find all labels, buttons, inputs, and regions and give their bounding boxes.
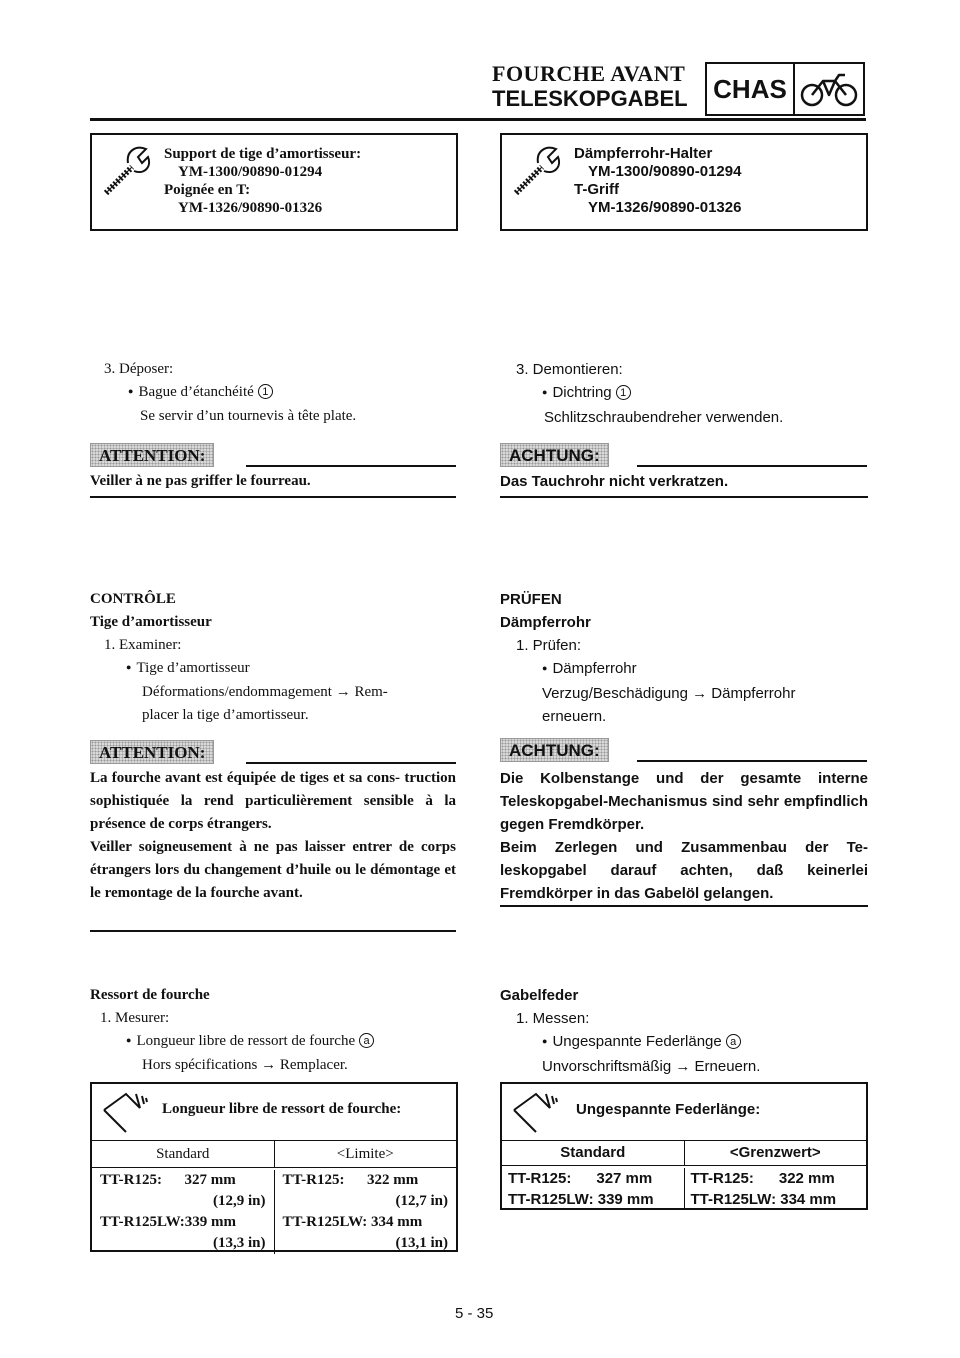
tool-list-german xyxy=(574,145,741,217)
value-line: (13,3 in) xyxy=(213,1235,266,1251)
attention-badge: ATTENTION: xyxy=(90,740,214,764)
step-note: Schlitzschraubendreher verwenden. xyxy=(544,409,784,426)
limit-values xyxy=(684,1168,867,1210)
step-label: 1. Examiner: xyxy=(104,637,182,653)
value-line: TT-R125LW: 339 mm xyxy=(508,1191,654,1208)
page-number: 5 - 35 xyxy=(455,1305,494,1322)
motorcycle-icon xyxy=(795,64,863,114)
value-line: (12,9 in) xyxy=(213,1193,266,1209)
special-tool-icon xyxy=(508,143,564,199)
step-label: 1. Mesurer: xyxy=(100,1010,170,1026)
specification-icon xyxy=(510,1090,560,1136)
attention-text xyxy=(90,767,456,905)
step-label: 1. Messen: xyxy=(516,1010,590,1027)
value-line: TT-R125: 322 mm xyxy=(282,1172,419,1188)
tool-name: Support de tige d’amortisseur: xyxy=(164,146,362,162)
attention-bottom-rule xyxy=(90,930,456,932)
value-line: TT-R125LW:339 mm xyxy=(100,1214,236,1230)
step-note: erneuern. xyxy=(542,708,607,725)
standard-values xyxy=(502,1168,684,1210)
section-heading: PRÜFEN xyxy=(500,591,562,608)
tool-number: YM-1300/90890-01294 xyxy=(178,164,323,180)
value-line: TT-R125: 327 mm xyxy=(100,1172,236,1188)
tool-number: YM-1300/90890-01294 xyxy=(588,163,742,180)
section-heading: CONTRÔLE xyxy=(90,591,176,607)
attention-paragraph: La fourche avant est équipée de tiges et sa cons- truction sophistiquée la rend particulièrement sensible à la présence de corps étrangers. xyxy=(90,770,456,832)
step-note: Déformations/endommagement → Rem- xyxy=(142,684,388,700)
spec-table-header xyxy=(92,1084,456,1141)
bullet-item: ● Bague d’étanchéité 1 xyxy=(104,381,456,405)
column-standard: Standard xyxy=(560,1144,626,1161)
spec-table-french xyxy=(90,1082,458,1252)
attention-rule xyxy=(637,465,867,467)
tool-box-french xyxy=(90,133,458,231)
header-title-french: FOURCHE AVANT xyxy=(492,61,686,86)
tool-box-german xyxy=(500,133,868,231)
spec-title: Longueur libre de ressort de fourche: xyxy=(162,1101,402,1117)
step-note: Unvorschriftsmäßig → Erneuern. xyxy=(542,1058,761,1075)
column-limit: <Grenzwert> xyxy=(684,1141,867,1165)
step3-german xyxy=(516,358,868,429)
section-badge xyxy=(705,62,865,116)
tool-name: T-Griff xyxy=(574,181,619,198)
column-limit: <Limite> xyxy=(274,1141,457,1167)
step-label: 3. Déposer: xyxy=(104,361,174,377)
attention-bottom-rule xyxy=(500,905,868,907)
attention-bottom-rule xyxy=(500,496,868,498)
header-title-german: TELESKOPGABEL xyxy=(492,86,688,111)
spec-title: Ungespannte Federlänge: xyxy=(576,1101,761,1118)
spec-column-headers xyxy=(92,1141,456,1168)
spec-values xyxy=(92,1168,456,1254)
attention-rule xyxy=(246,762,456,764)
step-label: 3. Demontieren: xyxy=(516,361,623,378)
specification-icon xyxy=(100,1090,150,1136)
attention-rule xyxy=(637,760,867,762)
attention-paragraph: Veiller soigneusement à ne pas laisser entrer de corps étrangers lors du changement d’huile ou le démontage et le remontage de la fourche avant. xyxy=(90,839,456,901)
attention-badge: ACHTUNG: xyxy=(500,443,609,467)
tool-name: Poignée en T: xyxy=(164,182,251,198)
value-line: TT-R125LW: 334 mm xyxy=(282,1214,423,1230)
check-section-german xyxy=(500,588,868,728)
special-tool-icon xyxy=(98,143,154,199)
header-rule xyxy=(90,118,866,121)
attention-bottom-rule xyxy=(90,496,456,498)
standard-values xyxy=(92,1170,274,1254)
callout-ref: a xyxy=(359,1033,374,1048)
bullet-item: ● Longueur libre de ressort de fourche a xyxy=(90,1030,456,1054)
tool-number: YM-1326/90890-01326 xyxy=(588,199,742,216)
section-label: CHAS xyxy=(707,64,795,114)
attention-text xyxy=(500,767,868,905)
spring-section-german xyxy=(500,984,868,1078)
attention-text: Veiller à ne pas griffer le fourreau. xyxy=(90,473,311,489)
spec-column-headers xyxy=(502,1141,866,1166)
tool-name: Dämpferrohr-Halter xyxy=(574,145,713,162)
attention-badge: ATTENTION: xyxy=(90,443,214,467)
value-line: (13,1 in) xyxy=(395,1235,448,1251)
spec-table-header xyxy=(502,1084,866,1141)
step-note: Se servir d’un tournevis à tête plate. xyxy=(140,408,357,424)
attention-paragraph: Die Kolbenstange und der gesamte interne Teleskopgabel-Mechanismus sind sehr empfindlich gegen Fremdkörper. xyxy=(500,770,868,833)
bullet-item: ● Ungespannte Federlänge a xyxy=(500,1030,868,1055)
callout-ref: 1 xyxy=(258,384,273,399)
attention-text: Das Tauchrohr nicht verkratzen. xyxy=(500,473,729,490)
bullet-item: ● Dämpferrohr xyxy=(500,657,868,682)
step-note: Verzug/Beschädigung → Dämpferrohr xyxy=(542,685,796,702)
step-label: 1. Prüfen: xyxy=(516,637,582,654)
callout-ref: a xyxy=(726,1034,741,1049)
bullet-item: ● Tige d’amortisseur xyxy=(90,657,456,681)
section-subheading: Tige d’amortisseur xyxy=(90,614,212,630)
check-section-french xyxy=(90,588,456,727)
limit-values xyxy=(274,1170,457,1254)
step-note: placer la tige d’amortisseur. xyxy=(142,707,309,723)
bullet-item: ● Dichtring 1 xyxy=(516,381,868,406)
spec-values xyxy=(502,1166,866,1210)
spec-table-german xyxy=(500,1082,868,1210)
step3-french xyxy=(104,358,456,428)
attention-paragraph: Beim Zerlegen und Zusammenbau der Te- leskopgabel darauf achten, daß keinerlei Fremdkörper in das Gabelöl gelangen. xyxy=(500,839,868,902)
column-standard: Standard xyxy=(156,1146,210,1162)
tool-number: YM-1326/90890-01326 xyxy=(178,200,323,216)
value-line: TT-R125: 327 mm xyxy=(508,1170,653,1187)
value-line: TT-R125: 322 mm xyxy=(690,1170,835,1187)
spring-section-french xyxy=(90,984,456,1077)
callout-ref: 1 xyxy=(616,385,631,400)
section-heading: Gabelfeder xyxy=(500,987,579,1004)
section-subheading: Dämpferrohr xyxy=(500,614,591,631)
attention-rule xyxy=(246,465,456,467)
attention-badge: ACHTUNG: xyxy=(500,738,609,762)
value-line: (12,7 in) xyxy=(395,1193,448,1209)
section-heading: Ressort de fourche xyxy=(90,987,210,1003)
tool-list-french xyxy=(164,145,361,217)
step-note: Hors spécifications → Remplacer. xyxy=(142,1057,348,1073)
value-line: TT-R125LW: 334 mm xyxy=(690,1191,837,1208)
